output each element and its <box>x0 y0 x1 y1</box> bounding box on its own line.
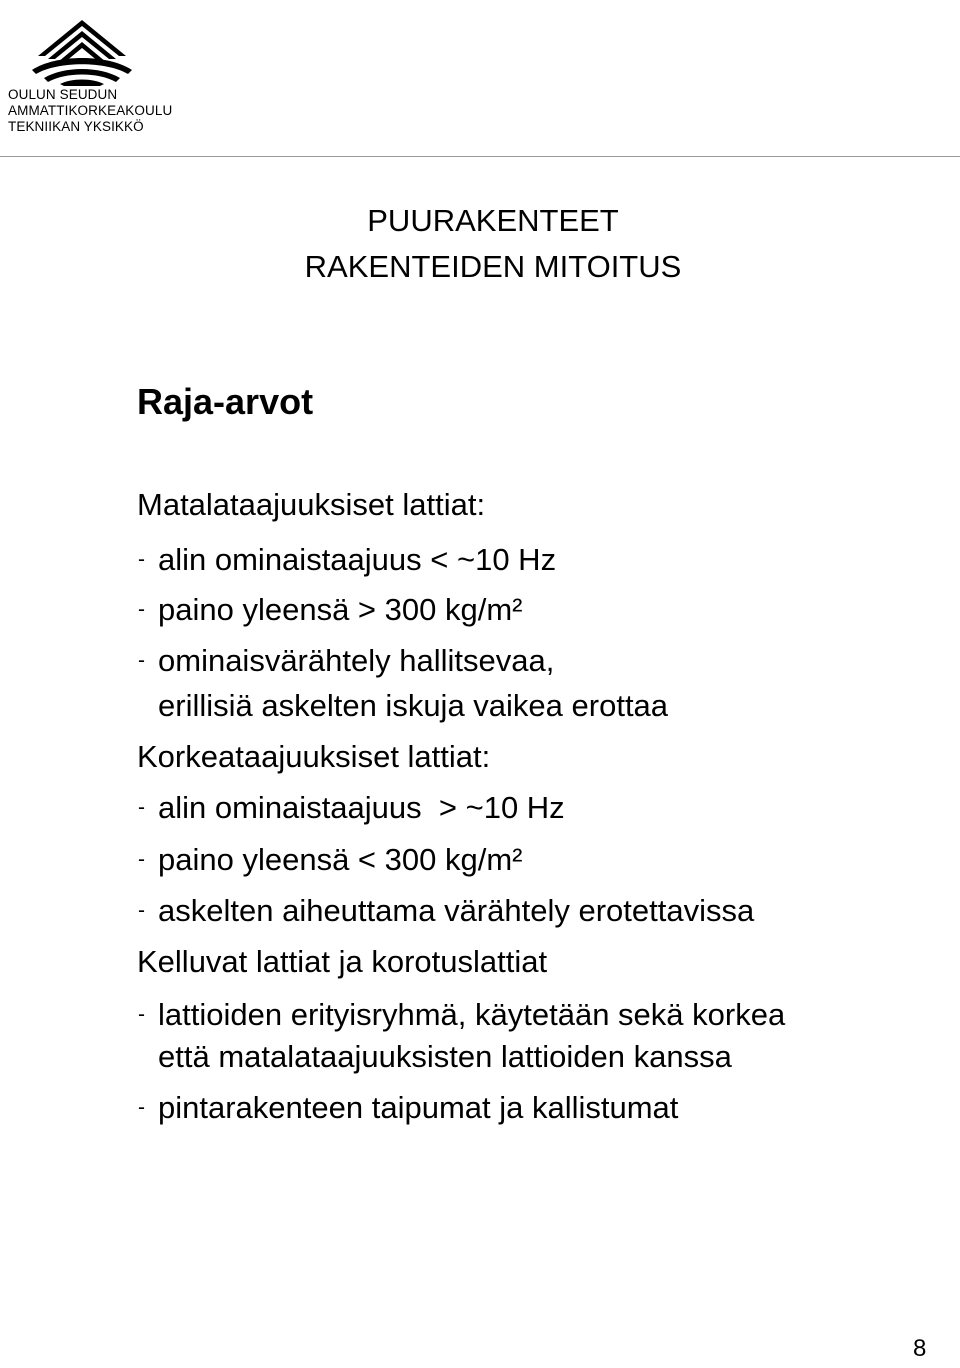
pyramid-logo-icon <box>26 18 138 86</box>
bullet-marker: - <box>138 848 145 871</box>
org-line: TEKNIIKAN YKSIKKÖ <box>8 119 144 134</box>
list-item-continuation: erillisiä askelten iskuja vaikea erottaa <box>158 688 669 723</box>
list-item <box>137 541 556 579</box>
group-label: Korkeataajuuksiset lattiat: <box>137 739 491 774</box>
list-item-text: paino yleensä > 300 kg/m² <box>158 592 523 627</box>
list-item-text: askelten aiheuttama värähtely erotettavissa <box>158 893 755 928</box>
page-header <box>0 0 960 158</box>
list-item <box>137 789 565 827</box>
bullet-marker: - <box>138 1003 145 1026</box>
bullet-marker: - <box>138 1096 145 1119</box>
org-line: AMMATTIKORKEAKOULU <box>8 103 173 118</box>
section-heading: Raja-arvot <box>137 381 314 422</box>
list-item-text: lattioiden erityisryhmä, käytetään sekä korkea <box>158 997 786 1032</box>
list-item-text: alin ominaistaajuus > ~10 Hz <box>158 790 565 825</box>
list-item <box>137 996 785 1034</box>
list-item <box>137 642 554 680</box>
list-item-text: pintarakenteen taipumat ja kallistumat <box>158 1090 679 1125</box>
header-divider <box>0 156 960 157</box>
bullet-marker: - <box>138 796 145 819</box>
organization-name <box>8 87 172 135</box>
list-item <box>137 841 522 879</box>
page-number: 8 <box>913 1335 927 1362</box>
list-item-text: alin ominaistaajuus < ~10 Hz <box>158 542 557 577</box>
document-title: PUURAKENTEET <box>367 203 619 238</box>
document-subtitle: RAKENTEIDEN MITOITUS <box>304 249 682 284</box>
bullet-marker: - <box>138 649 145 672</box>
org-line: OULUN SEUDUN <box>8 87 118 102</box>
list-item <box>137 591 522 629</box>
list-item-text: ominaisvärähtely hallitsevaa, <box>158 643 555 678</box>
bullet-marker: - <box>138 598 145 621</box>
list-item <box>137 892 754 930</box>
bullet-marker: - <box>138 899 145 922</box>
group-label: Kelluvat lattiat ja korotuslattiat <box>137 944 548 979</box>
list-item-text: paino yleensä < 300 kg/m² <box>158 842 523 877</box>
list-item <box>137 1089 678 1127</box>
bullet-marker: - <box>138 548 145 571</box>
list-item-continuation: että matalataajuuksisten lattioiden kanssa <box>158 1039 732 1074</box>
group-label: Matalataajuuksiset lattiat: <box>137 487 486 522</box>
